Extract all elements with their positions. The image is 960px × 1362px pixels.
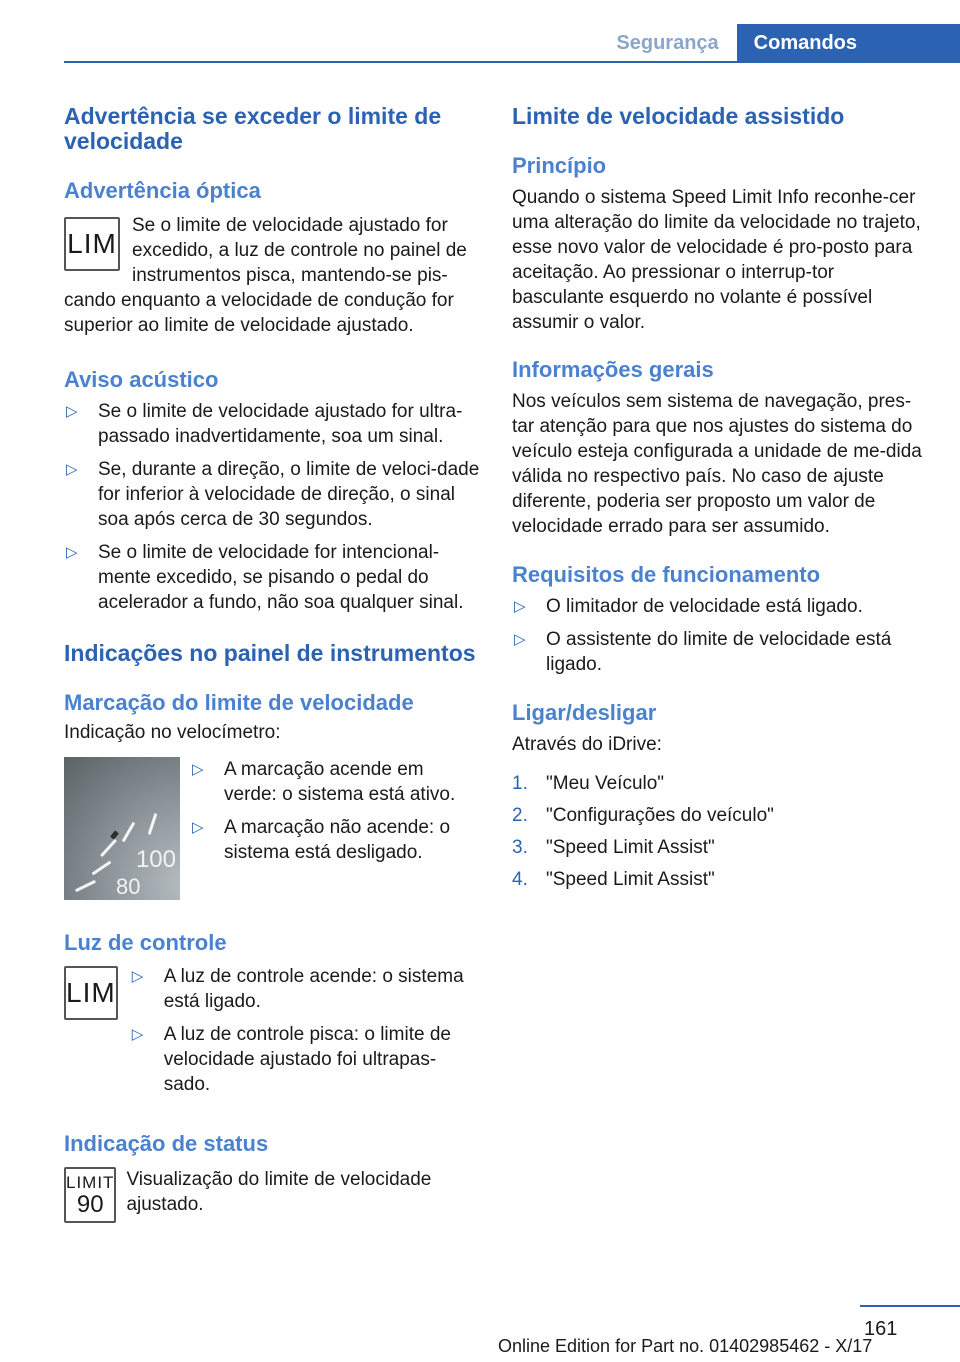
right-column [512, 100, 930, 892]
heading-control-light: Luz de controle [64, 930, 227, 955]
bullet-triangle-icon: ▷ [514, 598, 526, 615]
heading-general-info: Informações gerais [512, 357, 714, 382]
heading-speed-limit-assist: Limite de velocidade assistido [512, 103, 845, 129]
marking-list [190, 757, 480, 900]
list-item: ▷ O limitador de velocidade está ligado. [514, 596, 863, 617]
speedo-label-100: 100 [135, 846, 176, 873]
heading-speed-marking: Marcação do limite de velocidade [64, 690, 414, 715]
heading-optical-warning: Advertência óptica [64, 178, 261, 203]
idrive-steps [512, 771, 930, 892]
acoustic-list [64, 399, 480, 615]
optical-text: Se o limite de velocidade ajustado for excedido, a luz de controle no painel de instrumentos pisca, mantendo-se pis-cando enquanto a velocidade de condução for superior ao limite de velocidade ajustado. [64, 215, 467, 336]
bullet-triangle-icon: ▷ [131, 968, 144, 985]
left-column [64, 100, 480, 1223]
list-item: ▷ Se, durante a direção, o limite de veloci-dade for inferior à velocidade de direção, o sinal soa após cerca de 30 segundos. [66, 459, 480, 530]
bullet-triangle-icon: ▷ [192, 761, 204, 778]
list-item: ▷ A luz de controle pisca: o limite de velocidade ajustado foi ultrapas-sado. [131, 1024, 451, 1095]
heading-status-indication: Indicação de status [64, 1131, 269, 1156]
speedo-label-80: 80 [116, 874, 141, 899]
principle-text: Quando o sistema Speed Limit Info reconhe-cer uma alteração do limite da velocidade no trajeto, esse novo valor de velocidade é pro-posto para aceitação. Ao pressionar o interrup-tor basculante esquerdo no volante é possível assumir o valor. [512, 187, 921, 333]
lim-indicator-icon [64, 966, 118, 1020]
bullet-triangle-icon: ▷ [514, 631, 526, 648]
step-number: 4. [512, 869, 528, 890]
status-text: Visualização do limite de velocidade ajustado. [126, 1169, 432, 1215]
requirements-list [512, 594, 930, 677]
list-item: 1. "Meu Veículo" [512, 773, 665, 794]
control-light-list [130, 964, 480, 1097]
optical-section [64, 213, 480, 338]
limit-90-icon [64, 1167, 116, 1223]
step-number: 3. [512, 837, 528, 858]
tab-comandos[interactable]: Comandos [737, 24, 960, 62]
bullet-triangle-icon: ▷ [66, 403, 78, 420]
speedometer-image [64, 757, 180, 900]
list-item: ▷ A marcação não acende: o sistema está desligado. [192, 817, 451, 863]
bullet-triangle-icon: ▷ [66, 544, 78, 561]
status-section [64, 1167, 480, 1223]
heading-instrument-indications: Indicações no painel de instrumentos [64, 640, 476, 666]
bullet-triangle-icon: ▷ [66, 461, 78, 478]
general-text: Nos veículos sem sistema de navegação, pres-tar atenção para que nos ajustes do sistema do veículo esteja configurada a unidade de me-dida válida no respectivo país. No caso de ajuste diferente, poderia ser proposto um valor de velocidade errado para ser assumido. [512, 391, 922, 537]
list-item: ▷ A marcação acende em verde: o sistema está ativo. [192, 759, 456, 805]
list-item: ▷ Se o limite de velocidade for intencional-mente excedido, se pisando o pedal do acelerador a fundo, não soa qualquer sinal. [66, 542, 464, 613]
control-light-section [64, 964, 480, 1097]
speed-limit-marker [110, 830, 119, 839]
step-number: 1. [512, 773, 528, 794]
edition-note: Online Edition for Part no. 01402985462 - X/17 [498, 1336, 873, 1356]
list-item: 2. "Configurações do veículo" [512, 805, 774, 826]
limit-icon-value: 90 [76, 1190, 104, 1218]
lim-icon-text: LIM [67, 228, 117, 259]
limit-icon-label: LIMIT [66, 1172, 115, 1192]
lim-icon-text: LIM [66, 977, 116, 1008]
tab-seguranca[interactable]: Segurança [598, 24, 736, 62]
list-item: ▷ A luz de controle acende: o sistema está ligado. [131, 966, 464, 1012]
heading-on-off: Ligar/desligar [512, 700, 657, 725]
bullet-triangle-icon: ▷ [192, 819, 204, 836]
heading-acoustic-warning: Aviso acústico [64, 367, 219, 392]
onoff-intro: Através do iDrive: [512, 734, 662, 755]
heading-requirements: Requisitos de funcionamento [512, 562, 821, 587]
header-rule [64, 61, 960, 63]
bullet-triangle-icon: ▷ [131, 1026, 144, 1043]
chapter-tabs [598, 24, 960, 62]
list-item: 3. "Speed Limit Assist" [512, 837, 715, 858]
list-item: ▷ O assistente do limite de velocidade está ligado. [514, 629, 892, 675]
footer-rule [860, 1305, 960, 1307]
step-number: 2. [512, 805, 528, 826]
lim-indicator-icon [64, 217, 120, 271]
list-item: ▷ Se o limite de velocidade ajustado for ultra-passado inadvertidamente, soa um sinal. [66, 401, 463, 447]
heading-principle: Princípio [512, 153, 607, 178]
list-item: 4. "Speed Limit Assist" [512, 869, 715, 890]
marking-section [64, 757, 480, 900]
page-number: 161 [864, 1318, 898, 1340]
marking-intro: Indicação no velocímetro: [64, 722, 281, 743]
heading-speed-warning: Advertência se exceder o limite de velocidade [64, 103, 442, 154]
